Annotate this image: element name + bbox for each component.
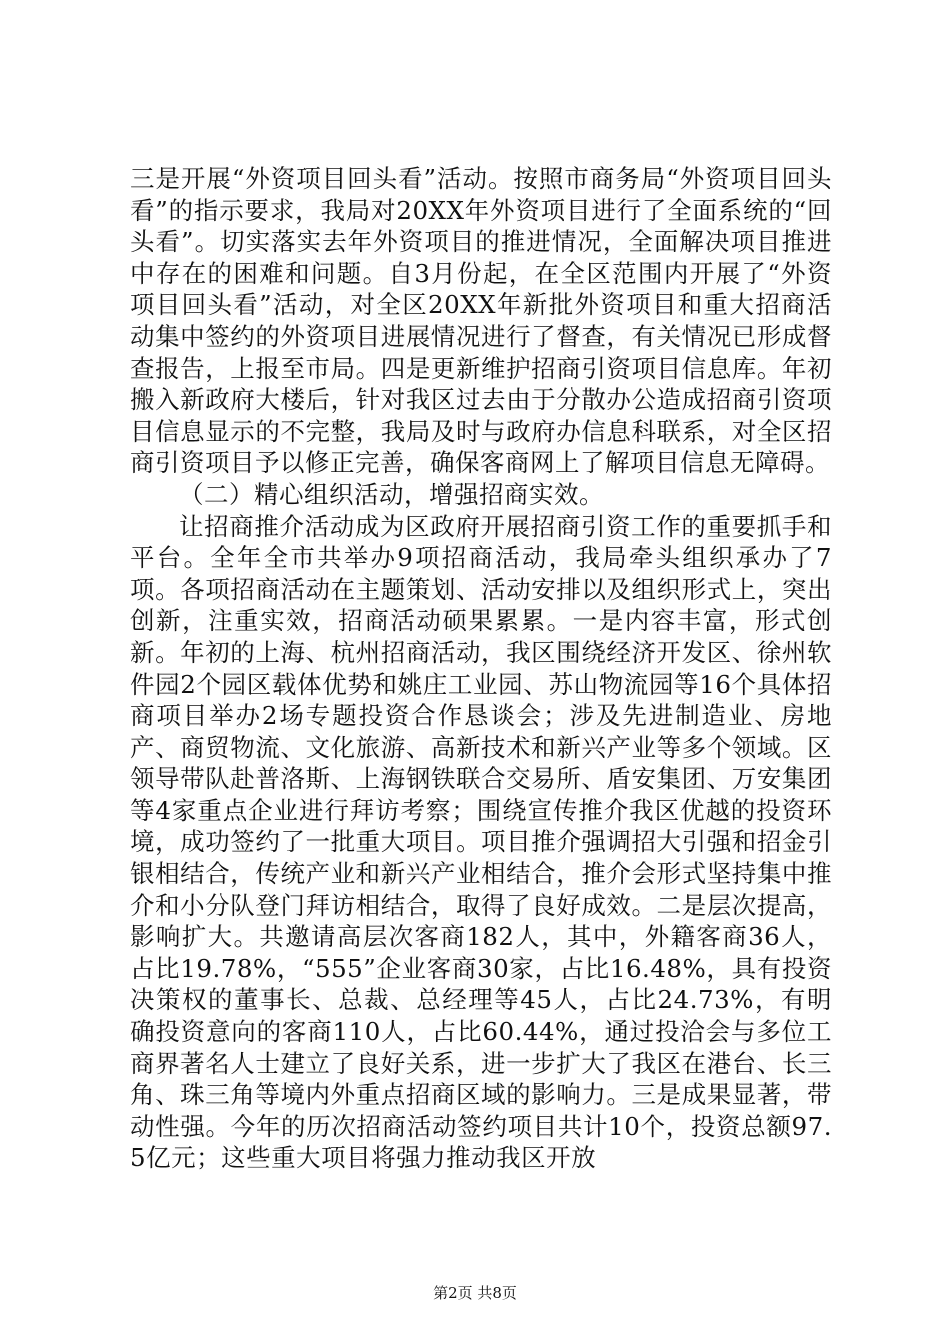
page-number-indicator: 第2页 共8页 xyxy=(433,1284,517,1302)
paragraph-foreign-investment-review: 三是开展“外资项目回头看”活动。按照市商务局“外资项目回头看”的指示要求，我局对20XX年外资项目进行了全面系统的“回头看”。切实落实去年外资项目的推进情况，全面解决项目推进中存在的困难和问题。自3月份起，在全区范围内开展了“外资项目回头看”活动，对全区20XX年新批外资项目和重大招商活动集中签约的外资项目进展情况进行了督查，有关情况已形成督查报告，上报至市局。四是更新维护招商引资项目信息库。年初搬入新政府大楼后，针对我区过去由于分散办公造成招商引资项目信息显示的不完整，我局及时与政府办信息科联系，对全区招商引资项目予以修正完善，确保客商网上了解项目信息无障碍。 xyxy=(130,164,832,478)
section-heading-organize-activities: （二）精心组织活动，增强招商实效。 xyxy=(179,479,604,509)
paragraph-investment-promotion: 让招商推介活动成为区政府开展招商引资工作的重要抓手和平台。全年全市共举办9项招商活动，我局牵头组织承办了7项。各项招商活动在主题策划、活动安排以及组织形式上，突出创新，注重实效，招商活动硕果累累。一是内容丰富，形式创新。年初的上海、杭州招商活动，我区围绕经济开发区、徐州软件园2个园区载体优势和姚庄工业园、苏山物流园等16个具体招商项目举办2场专题投资合作恳谈会；涉及先进制造业、房地产、商贸物流、文化旅游、高新技术和新兴产业等多个领域。区领导带队赴普洛斯、上海钢铁联合交易所、盾安集团、万安集团等4家重点企业进行拜访考察；围绕宣传推介我区优越的投资环境，成功签约了一批重大项目。项目推介强调招大引强和招金引银相结合，传统产业和新兴产业相结合，推介会形式坚持集中推介和小分队登门拜访相结合，取得了良好成效。二是层次提高，影响扩大。共邀请高层次客商182人，其中，外籍客商36人，占比19.78%，“555”企业客商30家，占比16.48%，具有投资决策权的董事长、总裁、总经理等45人，占比24.73%，有明确投资意向的客商110人，占比60.44%，通过投洽会与多位工商界著名人士建立了良好关系，进一步扩大了我区在港台、长三角、珠三角等境内外重点招商区域的影响力。三是成果显著，带动性强。今年的历次招商活动签约项目共计10个，投资总额97.5亿元；这些重大项目将强力推动我区开放 xyxy=(130,511,832,1173)
page-footer xyxy=(0,1283,950,1303)
document-body xyxy=(130,163,832,1174)
